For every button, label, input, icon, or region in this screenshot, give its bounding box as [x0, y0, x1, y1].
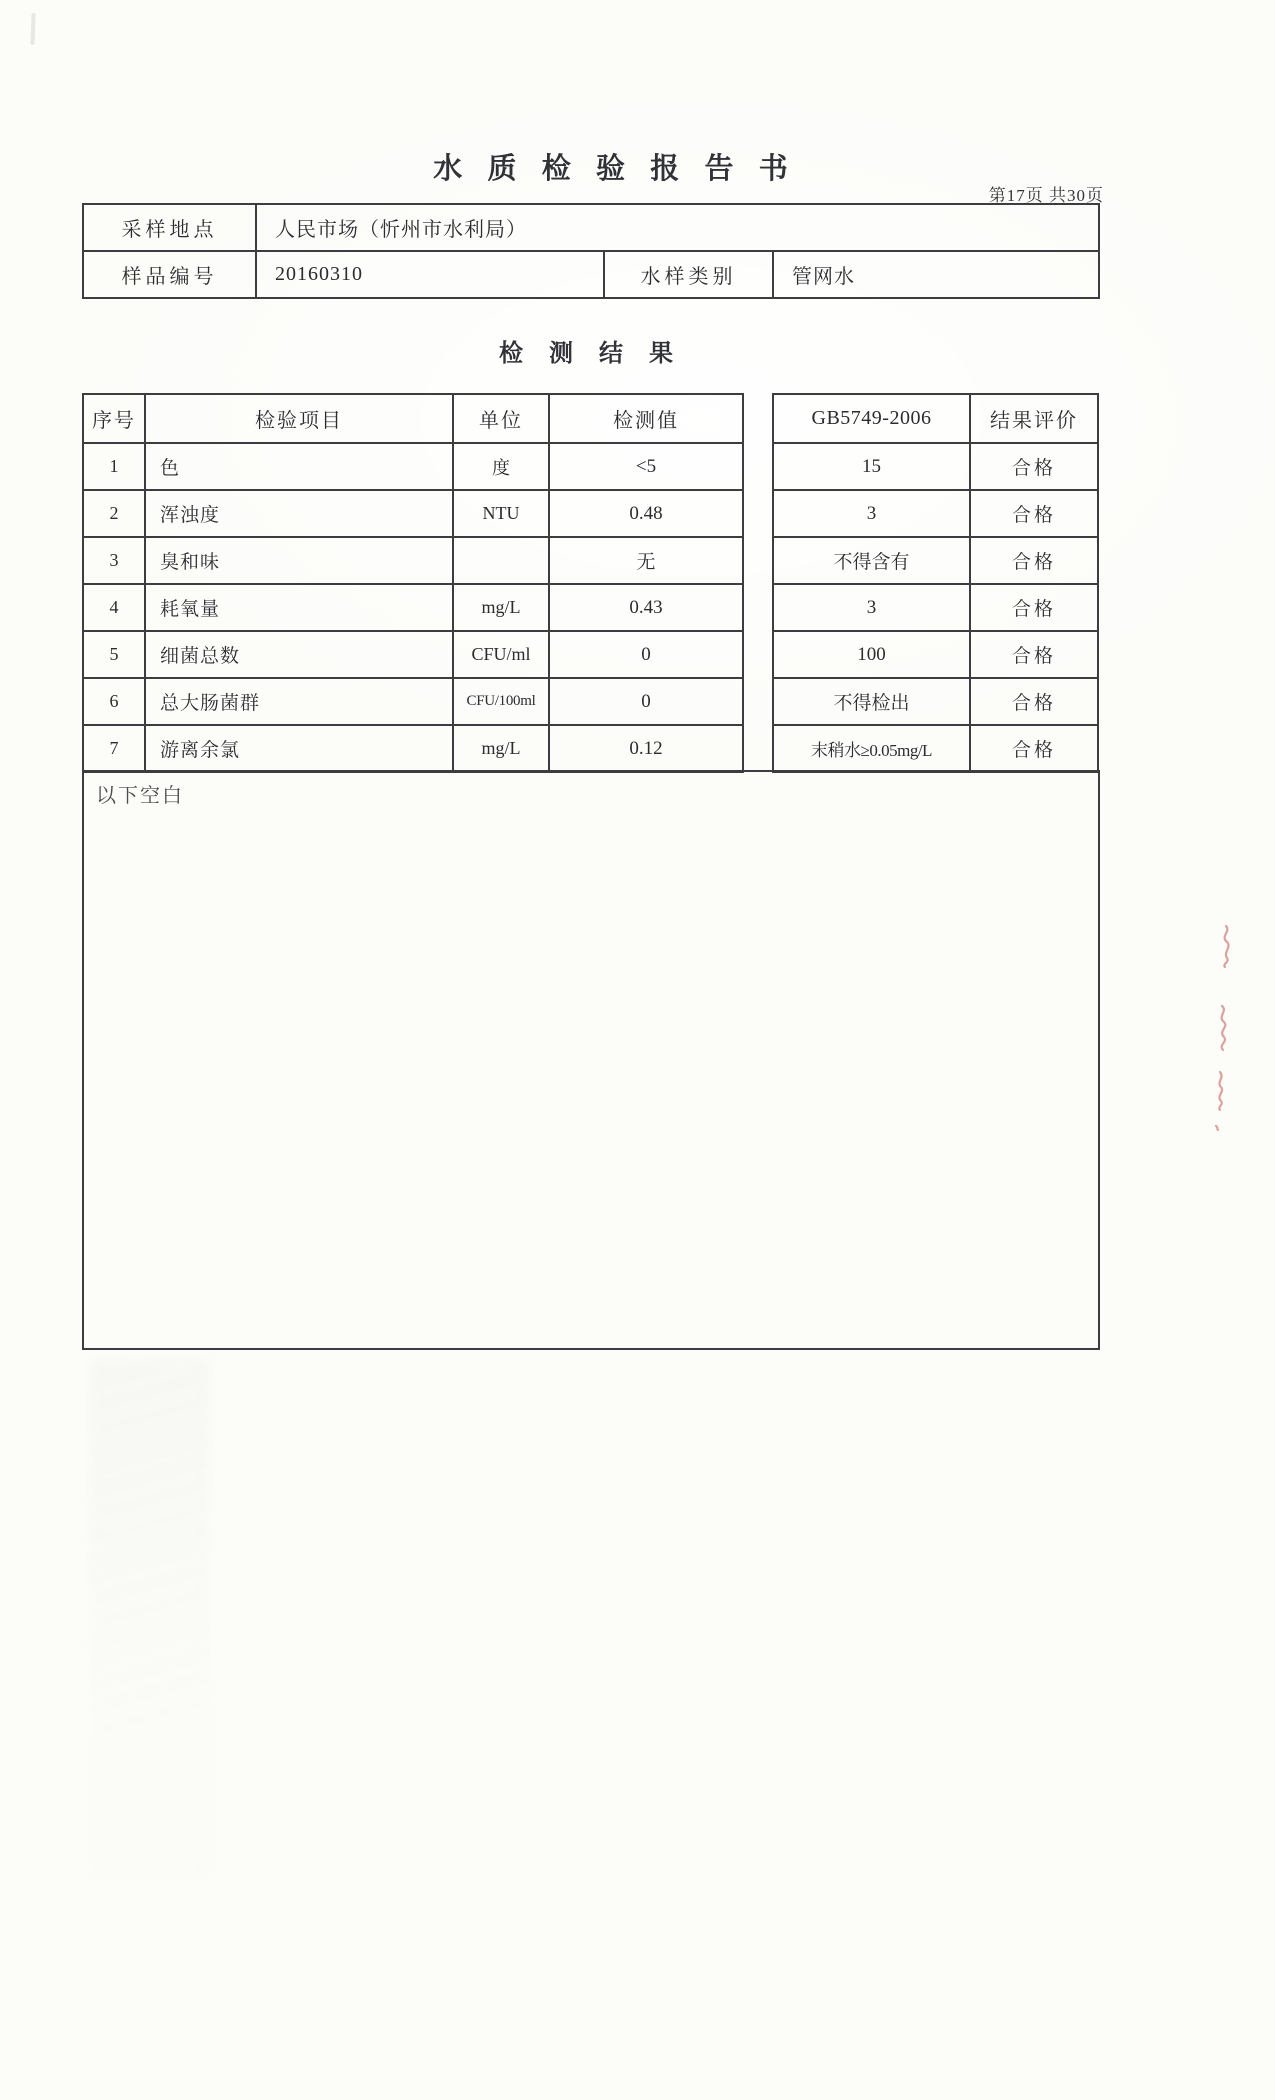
row-unit: CFU/100ml: [453, 678, 549, 725]
table-row: [773, 725, 1098, 772]
results-table-left-body: [83, 394, 743, 772]
scan-streak: [90, 1360, 210, 1880]
row-standard: 末稍水≥0.05mg/L: [773, 725, 970, 772]
row-unit: 度: [453, 443, 549, 490]
sampling-location-label: 采样地点: [121, 219, 218, 241]
row-value: 0.12: [549, 725, 743, 772]
scan-smudge: [30, 13, 35, 45]
sample-info-row: [84, 205, 1098, 250]
header-seq: 序号: [83, 394, 145, 443]
results-table-left: [82, 393, 744, 773]
table-row: [83, 725, 743, 772]
header-item: 检验项目: [145, 394, 453, 443]
row-value: 0: [549, 631, 743, 678]
row-standard: 3: [773, 584, 970, 631]
row-item: 游离余氯: [145, 725, 453, 772]
table-row: [773, 584, 1098, 631]
water-sample-type-value: 管网水: [772, 252, 1098, 297]
table-row: [83, 631, 743, 678]
table-row: [83, 584, 743, 631]
row-seq: 1: [83, 443, 145, 490]
results-header-row: [83, 394, 743, 443]
header-value: 检测值: [549, 394, 743, 443]
row-value: 0: [549, 678, 743, 725]
table-row: [83, 678, 743, 725]
row-standard: 100: [773, 631, 970, 678]
row-evaluation: 合格: [970, 678, 1098, 725]
below-blank-label: 以下空白: [96, 785, 184, 807]
row-item: 细菌总数: [145, 631, 453, 678]
section-title-detection-results: 检 测 结 果: [499, 341, 683, 367]
row-value: 0.48: [549, 490, 743, 537]
page-number-indicator: 第17页 共30页: [988, 186, 1104, 205]
row-evaluation: 合格: [970, 490, 1098, 537]
row-value: 无: [549, 537, 743, 584]
row-item: 色: [145, 443, 453, 490]
row-item: 浑浊度: [145, 490, 453, 537]
row-seq: 6: [83, 678, 145, 725]
row-seq: 2: [83, 490, 145, 537]
sample-info-row: [84, 250, 1098, 297]
header-unit: 单位: [453, 394, 549, 443]
table-row: [773, 537, 1098, 584]
row-seq: 3: [83, 537, 145, 584]
row-item: 耗氧量: [145, 584, 453, 631]
row-evaluation: 合格: [970, 537, 1098, 584]
row-value: <5: [549, 443, 743, 490]
row-standard: 3: [773, 490, 970, 537]
sample-number-value: 20160310: [255, 252, 603, 297]
row-unit: mg/L: [453, 584, 549, 631]
header-evaluation: 结果评价: [970, 394, 1098, 443]
table-row: [773, 678, 1098, 725]
row-item: 总大肠菌群: [145, 678, 453, 725]
sampling-location-value: 人民市场（忻州市水利局）: [255, 205, 1098, 250]
table-row: [773, 631, 1098, 678]
red-ink-bleedthrough-marks: [1196, 910, 1248, 1150]
row-seq: 7: [83, 725, 145, 772]
row-seq: 4: [83, 584, 145, 631]
results-table-right-body: [773, 394, 1098, 772]
table-row: [83, 537, 743, 584]
row-evaluation: 合格: [970, 725, 1098, 772]
row-evaluation: 合格: [970, 584, 1098, 631]
sample-number-label: 样品编号: [121, 266, 218, 288]
row-item: 臭和味: [145, 537, 453, 584]
row-evaluation: 合格: [970, 443, 1098, 490]
row-standard: 不得含有: [773, 537, 970, 584]
row-standard: 不得检出: [773, 678, 970, 725]
row-evaluation: 合格: [970, 631, 1098, 678]
water-sample-type-label: 水样类别: [603, 252, 772, 297]
table-row: [83, 443, 743, 490]
row-unit: mg/L: [453, 725, 549, 772]
results-table-right: [772, 393, 1099, 773]
row-unit: CFU/ml: [453, 631, 549, 678]
row-unit: NTU: [453, 490, 549, 537]
table-row: [83, 490, 743, 537]
results-header-row: [773, 394, 1098, 443]
row-unit: [453, 537, 549, 584]
blank-remainder-box: [82, 770, 1100, 1350]
page-title: 水 质 检 验 报 告 书: [433, 153, 797, 185]
row-seq: 5: [83, 631, 145, 678]
sample-info-table: [82, 203, 1100, 299]
row-standard: 15: [773, 443, 970, 490]
table-row: [773, 443, 1098, 490]
header-standard: GB5749-2006: [773, 394, 970, 443]
table-row: [773, 490, 1098, 537]
row-value: 0.43: [549, 584, 743, 631]
